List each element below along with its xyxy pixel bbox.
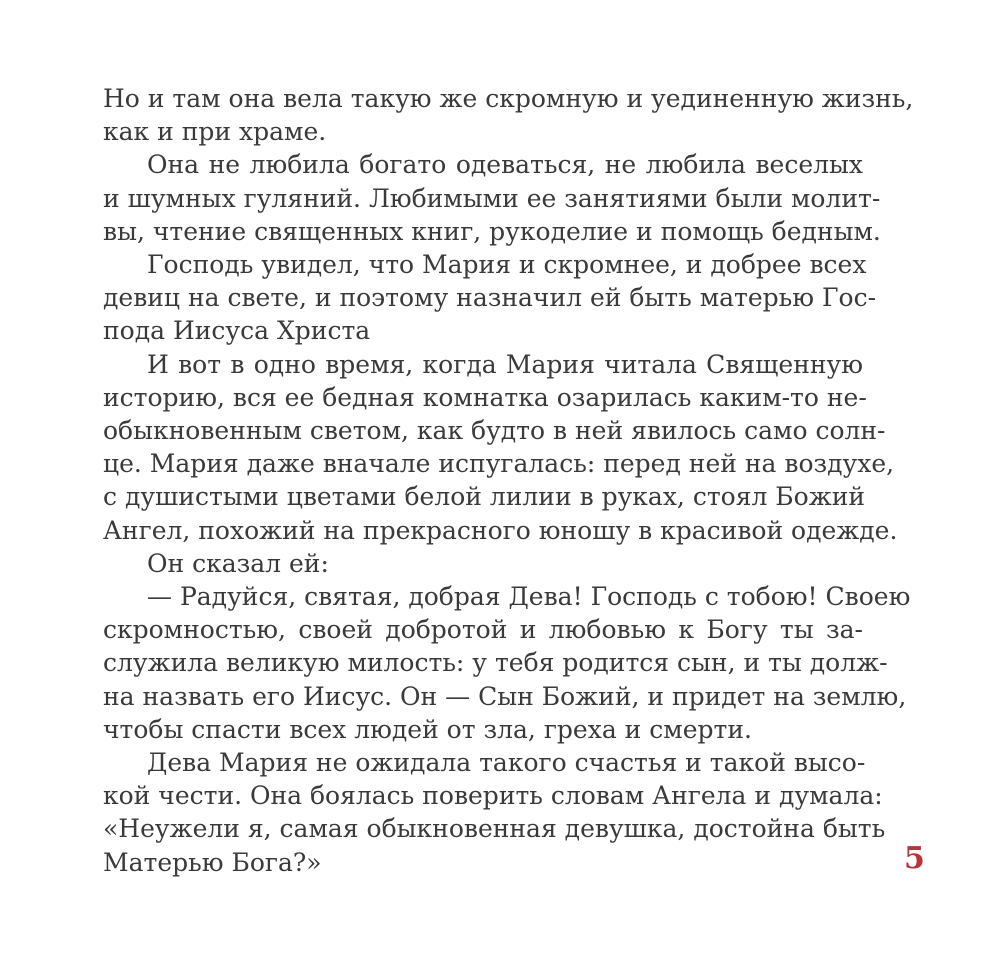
text-line: кой чести. Она боялась поверить словам Ангела и думала: [103,781,883,811]
text-line: Но и там она вела такую же скромную и уединенную жизнь, [103,84,914,113]
text-line: на назвать его Иисус. Он — Сын Божий, и придет на землю, [103,681,907,711]
text-line: Ангел, похожий на прекрасного юношу в красивой одежде. [103,515,898,545]
text-line: Господь увидел, что Мария и скромнее, и добрее всех [147,250,867,280]
text-line: И вот в одно время, когда Мария читала Священную [147,349,863,379]
text-line: девиц на свете, и поэтому назначил ей быть матерью Гос- [103,283,877,313]
text-line: и шумных гуляний. Любимыми ее занятиями были молит- [103,183,881,213]
text-line: Она не любила богато одеваться, не любила веселых [147,150,863,180]
text-line: це. Мария даже вначале испугалась: перед ней на воздухе, [103,449,895,479]
text-line: историю, вся ее бедная комнатка озарилась каким-то не- [103,382,867,412]
text-line: «Неужели я, самая обыкновенная девушка, достойна быть [103,814,886,844]
text-line: чтобы спасти всех людей от зла, греха и смерти. [103,714,752,744]
text-line: как и при храме. [103,117,327,147]
body-text [103,82,914,879]
text-line: обыкновенным светом, как будто в ней явилось само солн- [103,416,886,446]
text-line: Дева Мария не ожидала такого счастья и такой высо- [147,748,866,778]
text-line: служила великую милость: у тебя родится сын, и ты долж- [103,648,888,678]
text-line: вы, чтение священных книг, рукоделие и помощь бедным. [103,216,881,246]
page-number: 5 [904,841,925,876]
text-line: скромностью, своей добротой и любовью к Богу ты за- [103,615,863,645]
text-line: Он сказал ей: [147,548,329,578]
text-line: пода Иисуса Христа [103,316,371,346]
text-line: с душистыми цветами белой лилии в руках, стоял Божий [103,482,866,512]
text-line: — Радуйся, святая, добрая Дева! Господь с тобою! Своею [147,582,911,612]
text-line: Матерью Бога?» [103,847,322,877]
